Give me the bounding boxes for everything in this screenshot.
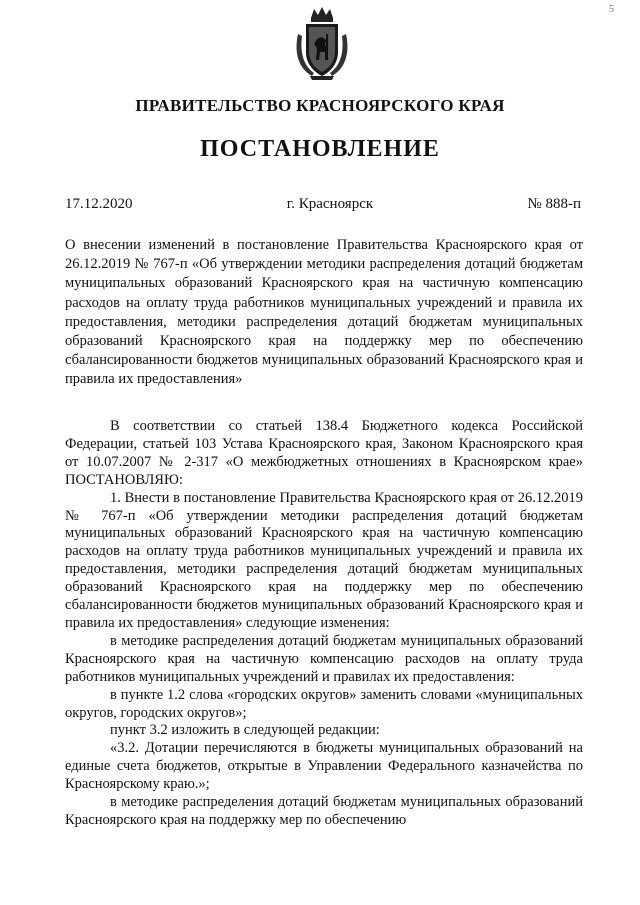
document-title: О внесении изменений в постановление Правительства Красноярского края от 26.12.2019 № 767-п «Об утверждении методики распределения дотаций бюджетам муниципальных образований Красноярского края на частичную компенсацию расходов на оплату труда работников муниципальных учреждений и правила их предоставления, методики распределения дотаций бюджетам муниципальных образований Красноярского края на поддержку мер по обеспечению сбалансированности бюджетов муниципальных образований Красноярского края и правила их предоставления» bbox=[65, 237, 583, 388]
document-number: № 888-п bbox=[527, 196, 581, 212]
document-date: 17.12.2020 bbox=[65, 196, 133, 212]
body-paragraph-clause-1-2: в пункте 1.2 слова «городских округов» заменить словами «муниципальных округов, городских округов»; bbox=[65, 686, 583, 721]
document-type-heading: ПОСТАНОВЛЕНИЕ bbox=[200, 136, 440, 162]
body-paragraph-clause-3-2-text: «3.2. Дотации перечисляются в бюджеты муниципальных образований на единые счета бюджетов, открытые в Управлении Федерального казначейства по Красноярскому краю.»; bbox=[65, 740, 583, 793]
document-meta-row bbox=[65, 196, 581, 213]
document-body bbox=[65, 418, 583, 830]
body-paragraph-methodology-1: в методике распределения дотаций бюджетам муниципальных образований Красноярского края на частичную компенсацию расходов на оплату труда работников муниципальных учреждений и правилах их предоставления: bbox=[65, 632, 583, 685]
body-paragraph-methodology-2: в методике распределения дотаций бюджетам муниципальных образований Красноярского края на поддержку мер по обеспечению bbox=[65, 794, 583, 828]
document-city: г. Красноярск bbox=[286, 196, 374, 212]
page-number: 5 bbox=[609, 4, 614, 15]
body-paragraph-preamble: В соответствии со статьей 138.4 Бюджетного кодекса Российской Федерации, статьей 103 Устава Красноярского края, Законом Красноярского края от 10.07.2007 № 2-317 «О межбюджетных отношениях в Красноярском крае» ПОСТАНОВЛЯЮ: bbox=[65, 418, 583, 488]
krasnoyarsk-coat-of-arms-icon bbox=[292, 4, 352, 82]
body-paragraph-clause-3-2-intro: пункт 3.2 изложить в следующей редакции: bbox=[110, 722, 380, 739]
body-paragraph-item-1: 1. Внести в постановление Правительства Красноярского края от 26.12.2019 № 767-п «Об утверждении методики распределения дотаций бюджетам муниципальных образований Красноярского края на частичную компенсацию расходов на оплату труда работников муниципальных учреждений и правила их предоставления, методики распределения дотаций бюджетам муниципальных образований Красноярского края на поддержку мер по обеспечению сбалансированности бюджетов муниципальных образований Красноярского края и правила их предоставления» следующие изменения: bbox=[65, 489, 583, 631]
government-name: ПРАВИТЕЛЬСТВО КРАСНОЯРСКОГО КРАЯ bbox=[135, 96, 505, 115]
